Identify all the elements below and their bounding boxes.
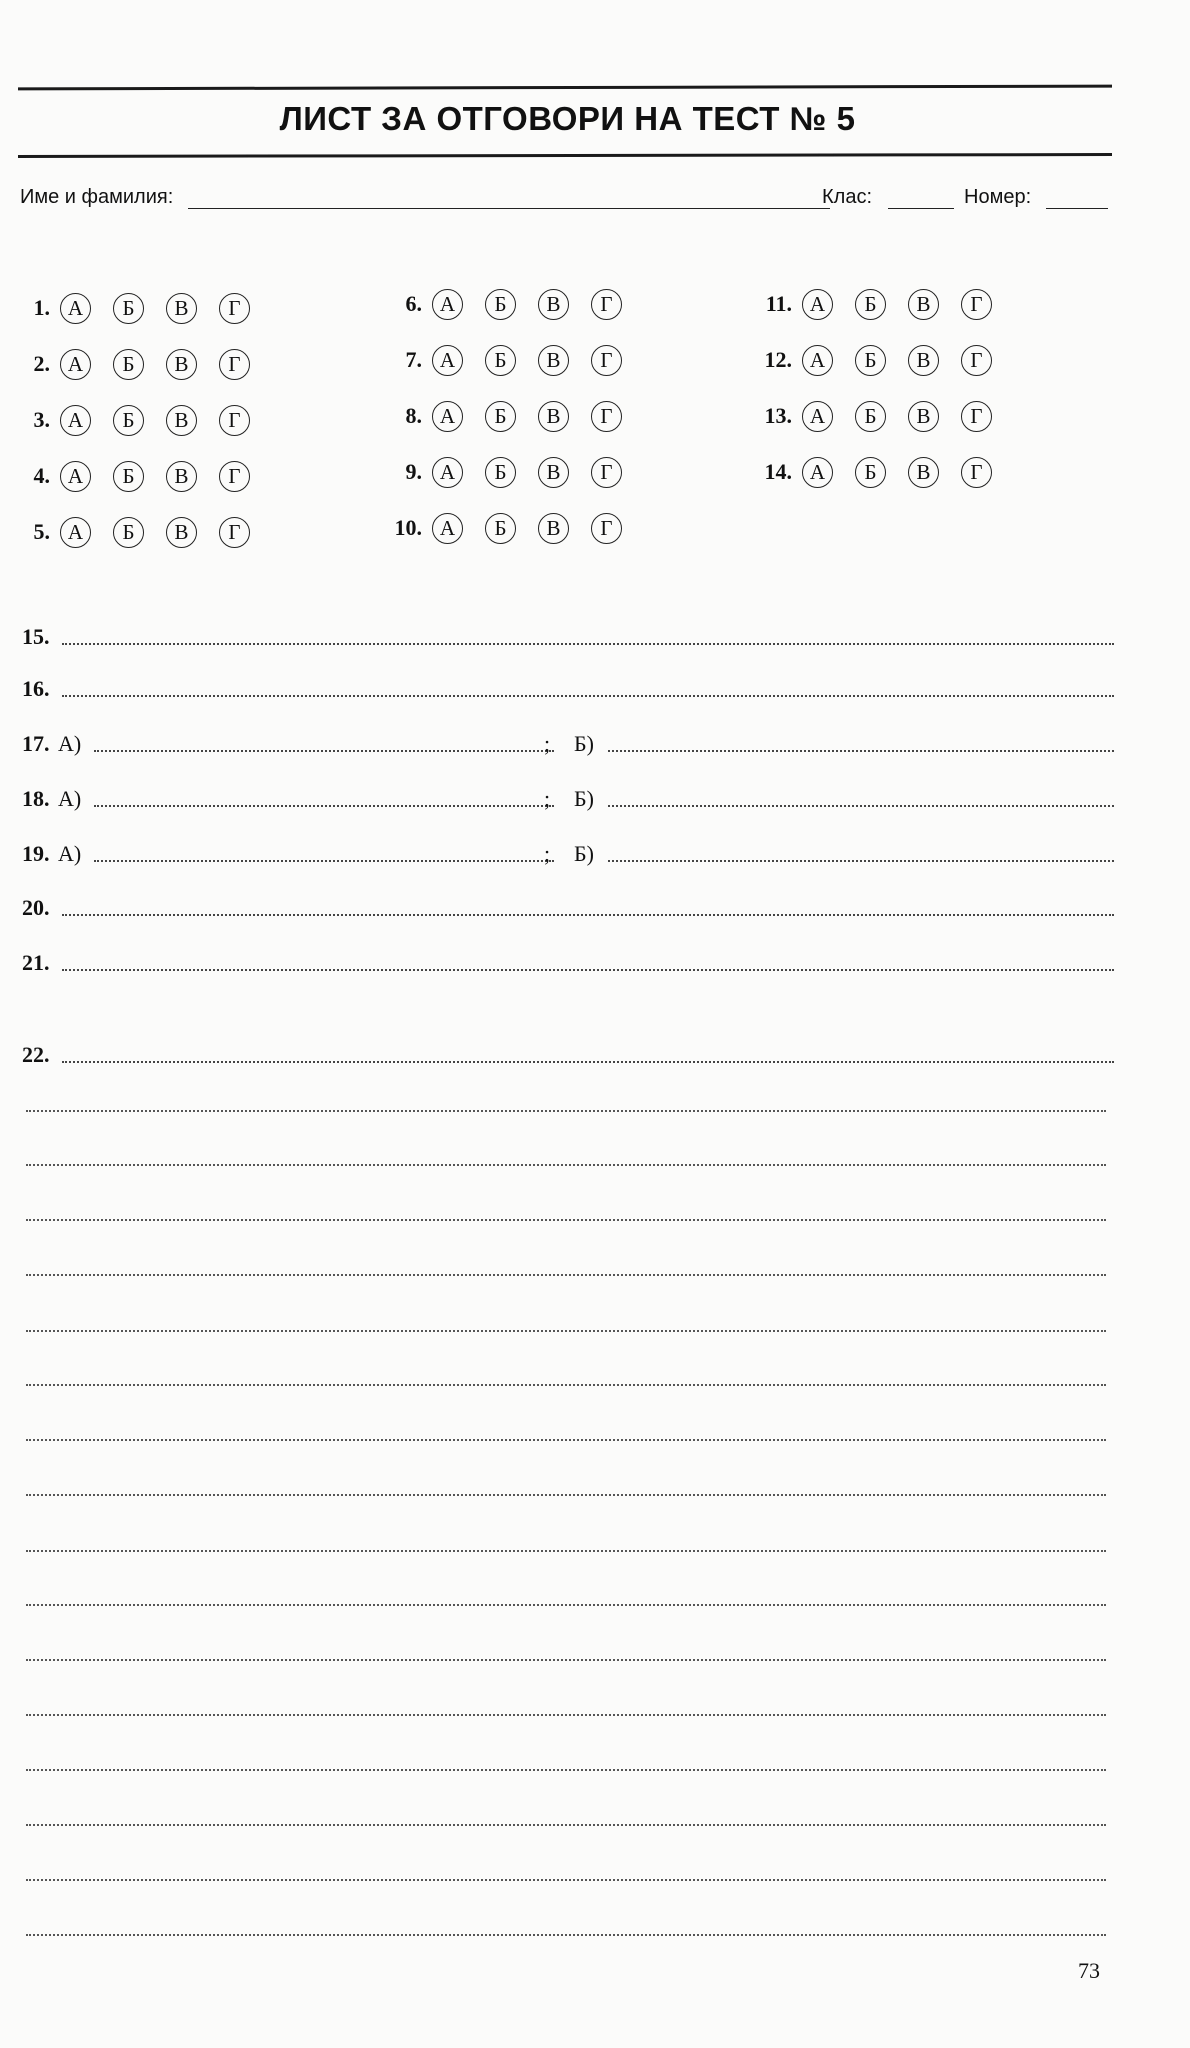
option-b-bubble[interactable]: Б xyxy=(855,457,886,488)
option-a-bubble[interactable]: А xyxy=(432,401,463,432)
question-number: 13. xyxy=(764,403,792,428)
mcq-row-2 xyxy=(22,342,272,386)
option-g-bubble[interactable]: Г xyxy=(219,517,250,548)
mcq-row-12 xyxy=(752,338,1014,382)
writing-line[interactable] xyxy=(26,1769,1106,1771)
separator: ; xyxy=(544,841,551,866)
option-a-bubble[interactable]: А xyxy=(60,461,91,492)
answer-field[interactable] xyxy=(62,1061,1114,1063)
page-title: ЛИСТ ЗА ОТГОВОРИ НА ТЕСТ № 5 xyxy=(279,100,856,137)
writing-line[interactable] xyxy=(26,1659,1106,1661)
answer-field[interactable] xyxy=(62,969,1114,971)
top-rule xyxy=(18,85,1112,91)
option-b-bubble[interactable]: Б xyxy=(113,461,144,492)
number-label: Номер: xyxy=(964,186,1032,208)
option-g-bubble[interactable]: Г xyxy=(591,345,622,376)
option-g-bubble[interactable]: Г xyxy=(961,457,992,488)
option-v-bubble[interactable]: В xyxy=(538,289,569,320)
option-b-bubble[interactable]: Б xyxy=(485,289,516,320)
option-a-bubble[interactable]: А xyxy=(802,401,833,432)
question-number: 20. xyxy=(22,895,50,920)
answer-field[interactable] xyxy=(62,914,1114,916)
answer-field[interactable] xyxy=(62,695,1114,697)
option-a-bubble[interactable]: А xyxy=(60,517,91,548)
part-a-label: А) xyxy=(58,731,82,756)
option-b-bubble[interactable]: Б xyxy=(855,345,886,376)
mcq-row-9 xyxy=(384,450,644,494)
part-b-label: Б) xyxy=(574,731,594,756)
mcq-row-13 xyxy=(752,394,1014,438)
option-a-bubble[interactable]: А xyxy=(802,289,833,320)
option-a-bubble[interactable]: А xyxy=(432,345,463,376)
option-b-bubble[interactable]: Б xyxy=(855,289,886,320)
option-v-bubble[interactable]: В xyxy=(538,401,569,432)
question-number: 22. xyxy=(22,1042,50,1067)
question-number: 18. xyxy=(22,786,50,811)
question-number: 14. xyxy=(764,459,792,484)
part-b-answer-field[interactable] xyxy=(608,860,1114,862)
option-v-bubble[interactable]: В xyxy=(538,457,569,488)
option-g-bubble[interactable]: Г xyxy=(591,513,622,544)
answer-line-16 xyxy=(22,672,1114,702)
question-number: 6. xyxy=(405,291,422,316)
answer-field[interactable] xyxy=(62,643,1114,645)
option-g-bubble[interactable]: Г xyxy=(591,457,622,488)
title-underline-rule xyxy=(18,153,1112,158)
mcq-row-11 xyxy=(752,282,1014,326)
option-g-bubble[interactable]: Г xyxy=(219,293,250,324)
writing-line[interactable] xyxy=(26,1824,1106,1826)
option-v-bubble[interactable]: В xyxy=(166,349,197,380)
question-number: 17. xyxy=(22,731,50,756)
option-v-bubble[interactable]: В xyxy=(166,461,197,492)
question-number: 10. xyxy=(394,515,422,540)
mcq-row-14 xyxy=(752,450,1014,494)
option-a-bubble[interactable]: А xyxy=(60,405,91,436)
option-a-bubble[interactable]: А xyxy=(432,513,463,544)
writing-line[interactable] xyxy=(26,1714,1106,1716)
part-a-answer-field[interactable] xyxy=(94,750,554,752)
option-v-bubble[interactable]: В xyxy=(166,517,197,548)
writing-line[interactable] xyxy=(26,1219,1106,1221)
question-number: 16. xyxy=(22,676,50,701)
writing-line[interactable] xyxy=(26,1494,1106,1496)
option-a-bubble[interactable]: А xyxy=(432,289,463,320)
class-label: Клас: xyxy=(822,186,872,208)
answer-line-19 xyxy=(22,837,1114,867)
number-field[interactable] xyxy=(1046,208,1108,209)
option-g-bubble[interactable]: Г xyxy=(961,289,992,320)
writing-line[interactable] xyxy=(26,1439,1106,1441)
option-g-bubble[interactable]: Г xyxy=(591,289,622,320)
option-v-bubble[interactable]: В xyxy=(166,405,197,436)
option-g-bubble[interactable]: Г xyxy=(219,349,250,380)
question-number: 15. xyxy=(22,624,50,649)
option-g-bubble[interactable]: Г xyxy=(219,461,250,492)
writing-line[interactable] xyxy=(26,1879,1106,1881)
writing-line[interactable] xyxy=(26,1164,1106,1166)
writing-line[interactable] xyxy=(26,1384,1106,1386)
question-number: 7. xyxy=(405,347,422,372)
answer-line-22 xyxy=(22,1038,1114,1068)
mcq-row-3 xyxy=(22,398,272,442)
class-field[interactable] xyxy=(888,208,954,209)
part-b-answer-field[interactable] xyxy=(608,750,1114,752)
mcq-row-7 xyxy=(384,338,644,382)
option-v-bubble[interactable]: В xyxy=(166,293,197,324)
option-v-bubble[interactable]: В xyxy=(908,401,939,432)
writing-line[interactable] xyxy=(26,1110,1106,1112)
option-v-bubble[interactable]: В xyxy=(908,457,939,488)
question-number: 5. xyxy=(33,519,50,544)
part-a-label: А) xyxy=(58,786,82,811)
question-number: 9. xyxy=(405,459,422,484)
question-number: 19. xyxy=(22,841,50,866)
part-a-label: А) xyxy=(58,841,82,866)
part-b-label: Б) xyxy=(574,841,594,866)
writing-line[interactable] xyxy=(26,1330,1106,1332)
option-g-bubble[interactable]: Г xyxy=(961,345,992,376)
question-number: 2. xyxy=(33,351,50,376)
option-b-bubble[interactable]: Б xyxy=(113,293,144,324)
option-b-bubble[interactable]: Б xyxy=(485,401,516,432)
mcq-row-5 xyxy=(22,510,272,554)
option-b-bubble[interactable]: Б xyxy=(113,349,144,380)
option-v-bubble[interactable]: В xyxy=(908,345,939,376)
option-v-bubble[interactable]: В xyxy=(538,513,569,544)
student-info-header xyxy=(20,186,1110,216)
writing-line[interactable] xyxy=(26,1274,1106,1276)
writing-line[interactable] xyxy=(26,1550,1106,1552)
separator: ; xyxy=(544,731,551,756)
option-b-bubble[interactable]: Б xyxy=(113,405,144,436)
mcq-row-1 xyxy=(22,286,272,330)
part-b-answer-field[interactable] xyxy=(608,805,1114,807)
writing-line[interactable] xyxy=(26,1934,1106,1936)
option-a-bubble[interactable]: А xyxy=(432,457,463,488)
answer-line-15 xyxy=(22,620,1114,650)
mcq-row-10 xyxy=(384,506,644,550)
option-a-bubble[interactable]: А xyxy=(802,345,833,376)
mcq-row-6 xyxy=(384,282,644,326)
separator: ; xyxy=(544,786,551,811)
question-number: 3. xyxy=(33,407,50,432)
option-b-bubble[interactable]: Б xyxy=(485,345,516,376)
page-number: 73 xyxy=(1078,1958,1100,1983)
question-number: 11. xyxy=(765,291,792,316)
name-label: Име и фамилия: xyxy=(20,186,174,208)
option-v-bubble[interactable]: В xyxy=(538,345,569,376)
option-a-bubble[interactable]: А xyxy=(60,293,91,324)
option-a-bubble[interactable]: А xyxy=(60,349,91,380)
option-a-bubble[interactable]: А xyxy=(802,457,833,488)
question-number: 21. xyxy=(22,950,50,975)
mcq-row-8 xyxy=(384,394,644,438)
mcq-row-4 xyxy=(22,454,272,498)
writing-line[interactable] xyxy=(26,1604,1106,1606)
question-number: 12. xyxy=(764,347,792,372)
question-number: 8. xyxy=(405,403,422,428)
option-b-bubble[interactable]: Б xyxy=(855,401,886,432)
question-number: 1. xyxy=(33,295,50,320)
question-number: 4. xyxy=(33,463,50,488)
answer-line-17 xyxy=(22,727,1114,757)
part-a-answer-field[interactable] xyxy=(94,805,554,807)
option-g-bubble[interactable]: Г xyxy=(219,405,250,436)
part-a-answer-field[interactable] xyxy=(94,860,554,862)
option-b-bubble[interactable]: Б xyxy=(113,517,144,548)
option-v-bubble[interactable]: В xyxy=(908,289,939,320)
option-b-bubble[interactable]: Б xyxy=(485,513,516,544)
answer-line-21 xyxy=(22,946,1114,976)
option-g-bubble[interactable]: Г xyxy=(591,401,622,432)
answer-line-20 xyxy=(22,891,1114,921)
part-b-label: Б) xyxy=(574,786,594,811)
option-b-bubble[interactable]: Б xyxy=(485,457,516,488)
option-g-bubble[interactable]: Г xyxy=(961,401,992,432)
answer-line-18 xyxy=(22,782,1114,812)
name-field[interactable] xyxy=(188,208,830,209)
